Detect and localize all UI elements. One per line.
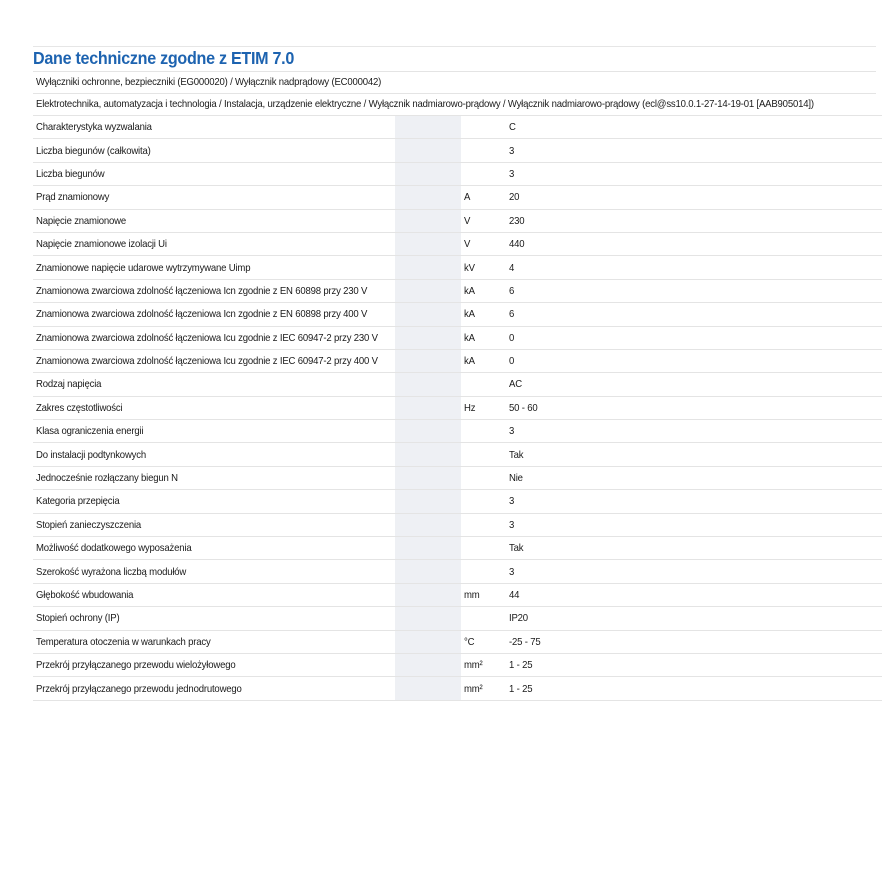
feature-row (33, 420, 882, 443)
feature-unit-cell (461, 396, 506, 419)
feature-value-cell (506, 513, 882, 536)
feature-name: Znamionowa zwarciowa zdolność łączeniowa Icn zgodnie z EN 60898 przy 400 V (36, 308, 368, 321)
feature-name: Jednocześnie rozłączany biegun N (36, 472, 178, 485)
feature-name: Kategoria przepięcia (36, 495, 120, 508)
feature-spacer-cell (395, 607, 461, 630)
feature-unit: V (464, 214, 471, 227)
feature-row (33, 607, 882, 630)
feature-value: 3 (509, 425, 515, 438)
feature-spacer-cell (395, 349, 461, 372)
feature-name-cell (33, 443, 395, 466)
feature-spacer-cell (395, 560, 461, 583)
feature-name: Znamionowa zwarciowa zdolność łączeniowa Icu zgodnie z IEC 60947-2 przy 400 V (36, 355, 378, 368)
feature-spacer-cell (395, 373, 461, 396)
feature-spacer-cell (395, 256, 461, 279)
feature-value: 4 (509, 261, 515, 274)
feature-name-cell (33, 653, 395, 676)
feature-unit-cell (461, 256, 506, 279)
feature-value-cell (506, 396, 882, 419)
feature-name-cell (33, 232, 395, 255)
feature-unit-cell (461, 513, 506, 536)
feature-value-cell (506, 630, 882, 653)
feature-name-cell (33, 630, 395, 653)
feature-unit-cell (461, 466, 506, 489)
eclass-path-row (33, 93, 876, 115)
feature-row (33, 116, 882, 139)
feature-value-cell (506, 349, 882, 372)
feature-value: 3 (509, 495, 515, 508)
feature-value: C (509, 121, 516, 134)
feature-unit-cell (461, 186, 506, 209)
feature-value: Tak (509, 448, 524, 461)
feature-name: Zakres częstotliwości (36, 401, 123, 414)
feature-row (33, 537, 882, 560)
feature-name: Znamionowa zwarciowa zdolność łączeniowa Icu zgodnie z IEC 60947-2 przy 230 V (36, 331, 378, 344)
feature-value-cell (506, 303, 882, 326)
feature-row (33, 349, 882, 372)
eclass-path-text: Elektrotechnika, automatyzacja i technologia / Instalacja, urządzenie elektryczne / Wyłącznik nadmiarowo-prądowy / Wyłącznik nadmiarowo-prądowy (ecl@ss10.0.1-27-14-19-01 [AAB905014]) (36, 98, 814, 110)
feature-name-cell (33, 560, 395, 583)
feature-value-cell (506, 256, 882, 279)
feature-unit-cell (461, 630, 506, 653)
feature-name: Przekrój przyłączanego przewodu wielożyłowego (36, 659, 236, 672)
feature-name: Stopień ochrony (IP) (36, 612, 120, 625)
feature-name: Klasa ograniczenia energii (36, 425, 144, 438)
feature-row (33, 186, 882, 209)
feature-name: Prąd znamionowy (36, 191, 110, 204)
feature-value-cell (506, 373, 882, 396)
feature-name-cell (33, 139, 395, 162)
feature-row (33, 490, 882, 513)
feature-unit-cell (461, 420, 506, 443)
feature-row (33, 677, 882, 700)
feature-spacer-cell (395, 303, 461, 326)
feature-name: Liczba biegunów (całkowita) (36, 144, 151, 157)
feature-value: AC (509, 378, 522, 391)
feature-row (33, 583, 882, 606)
feature-spacer-cell (395, 537, 461, 560)
feature-unit-cell (461, 232, 506, 255)
feature-value-cell (506, 232, 882, 255)
feature-name: Liczba biegunów (36, 167, 105, 180)
feature-name-cell (33, 490, 395, 513)
feature-name-cell (33, 607, 395, 630)
feature-name-cell (33, 466, 395, 489)
feature-row (33, 653, 882, 676)
feature-value: 3 (509, 518, 515, 531)
feature-name: Napięcie znamionowe (36, 214, 127, 227)
feature-name-cell (33, 162, 395, 185)
feature-name-cell (33, 256, 395, 279)
feature-name: Znamionowa zwarciowa zdolność łączeniowa Icn zgodnie z EN 60898 przy 230 V (36, 284, 368, 297)
feature-row (33, 630, 882, 653)
feature-unit-cell (461, 560, 506, 583)
feature-value: 20 (509, 191, 520, 204)
feature-value-cell (506, 279, 882, 302)
feature-name-cell (33, 537, 395, 560)
feature-unit: kA (464, 308, 475, 321)
feature-row (33, 466, 882, 489)
feature-value-cell (506, 443, 882, 466)
feature-name: Szerokość wyrażona liczbą modułów (36, 565, 187, 578)
feature-name: Do instalacji podtynkowych (36, 448, 146, 461)
feature-table (33, 115, 882, 701)
feature-unit-cell (461, 607, 506, 630)
feature-name: Stopień zanieczyszczenia (36, 518, 142, 531)
feature-unit-cell (461, 443, 506, 466)
feature-value: 1 - 25 (509, 682, 533, 695)
feature-name-cell (33, 116, 395, 139)
feature-unit-cell (461, 583, 506, 606)
feature-spacer-cell (395, 116, 461, 139)
feature-value-cell (506, 607, 882, 630)
feature-spacer-cell (395, 490, 461, 513)
feature-value: Nie (509, 472, 523, 485)
page-title: Dane techniczne zgodne z ETIM 7.0 (33, 48, 295, 68)
feature-value: 3 (509, 144, 515, 157)
feature-unit: V (464, 238, 471, 251)
feature-value: 6 (509, 308, 515, 321)
feature-row (33, 256, 882, 279)
feature-value: 230 (509, 214, 525, 227)
feature-spacer-cell (395, 232, 461, 255)
feature-unit-cell (461, 349, 506, 372)
feature-value-cell (506, 466, 882, 489)
feature-name: Znamionowe napięcie udarowe wytrzymywane Uimp (36, 261, 251, 274)
feature-name-cell (33, 677, 395, 700)
feature-row (33, 139, 882, 162)
feature-unit: kA (464, 284, 475, 297)
feature-value-cell (506, 139, 882, 162)
feature-row (33, 232, 882, 255)
feature-row (33, 209, 882, 232)
feature-value-cell (506, 116, 882, 139)
etim-class-text: Wyłączniki ochronne, bezpieczniki (EG000020) / Wyłącznik nadprądowy (EC000042) (36, 76, 382, 88)
feature-value-cell (506, 209, 882, 232)
feature-unit-cell (461, 303, 506, 326)
feature-name-cell (33, 349, 395, 372)
feature-unit: mm (464, 589, 480, 601)
feature-spacer-cell (395, 420, 461, 443)
feature-value: 3 (509, 167, 515, 180)
feature-name-cell (33, 303, 395, 326)
feature-value-cell (506, 490, 882, 513)
feature-unit: mm² (464, 659, 483, 672)
feature-unit: kV (464, 261, 475, 274)
feature-unit: Hz (464, 401, 476, 414)
feature-name: Napięcie znamionowe izolacji Ui (36, 238, 167, 251)
feature-row (33, 326, 882, 349)
feature-value: Tak (509, 542, 524, 555)
feature-spacer-cell (395, 653, 461, 676)
feature-value-cell (506, 583, 882, 606)
feature-spacer-cell (395, 630, 461, 653)
feature-value: 6 (509, 284, 515, 297)
feature-value: IP20 (509, 612, 528, 625)
feature-unit-cell (461, 116, 506, 139)
feature-name-cell (33, 326, 395, 349)
feature-value-cell (506, 162, 882, 185)
feature-name-cell (33, 513, 395, 536)
feature-unit: mm² (464, 682, 483, 695)
feature-unit: A (464, 191, 471, 204)
feature-value-cell (506, 537, 882, 560)
feature-unit-cell (461, 326, 506, 349)
feature-spacer-cell (395, 162, 461, 185)
feature-value-cell (506, 653, 882, 676)
feature-spacer-cell (395, 443, 461, 466)
feature-name-cell (33, 373, 395, 396)
feature-unit-cell (461, 373, 506, 396)
feature-row (33, 279, 882, 302)
feature-unit: kA (464, 331, 475, 344)
feature-value: 1 - 25 (509, 659, 533, 672)
feature-value: -25 - 75 (509, 635, 541, 648)
feature-row (33, 373, 882, 396)
etim-class-row (33, 71, 876, 93)
feature-spacer-cell (395, 513, 461, 536)
feature-spacer-cell (395, 466, 461, 489)
feature-value-cell (506, 677, 882, 700)
feature-value-cell (506, 186, 882, 209)
feature-name-cell (33, 279, 395, 302)
feature-unit-cell (461, 653, 506, 676)
feature-spacer-cell (395, 279, 461, 302)
feature-spacer-cell (395, 326, 461, 349)
feature-unit: kA (464, 355, 475, 368)
feature-row (33, 443, 882, 466)
feature-spacer-cell (395, 677, 461, 700)
feature-name: Przekrój przyłączanego przewodu jednodrutowego (36, 682, 242, 695)
feature-name: Głębokość wbudowania (36, 589, 134, 601)
feature-unit-cell (461, 490, 506, 513)
feature-row (33, 303, 882, 326)
top-divider (33, 46, 876, 47)
feature-name-cell (33, 583, 395, 606)
feature-unit-cell (461, 162, 506, 185)
etim-spec-block (33, 71, 876, 701)
feature-name: Rodzaj napięcia (36, 378, 102, 391)
feature-value: 440 (509, 238, 525, 251)
feature-value: 44 (509, 589, 520, 601)
feature-name-cell (33, 209, 395, 232)
feature-value-cell (506, 560, 882, 583)
feature-value-cell (506, 326, 882, 349)
feature-value: 50 - 60 (509, 401, 538, 414)
feature-spacer-cell (395, 396, 461, 419)
feature-row (33, 396, 882, 419)
feature-spacer-cell (395, 583, 461, 606)
feature-name: Temperatura otoczenia w warunkach pracy (36, 635, 211, 648)
feature-spacer-cell (395, 209, 461, 232)
feature-value-cell (506, 420, 882, 443)
feature-unit-cell (461, 537, 506, 560)
feature-unit-cell (461, 677, 506, 700)
feature-name: Możliwość dodatkowego wyposażenia (36, 542, 192, 555)
feature-spacer-cell (395, 186, 461, 209)
feature-unit-cell (461, 139, 506, 162)
feature-value: 0 (509, 331, 515, 344)
feature-row (33, 162, 882, 185)
feature-row (33, 513, 882, 536)
feature-value: 3 (509, 565, 515, 578)
feature-unit-cell (461, 209, 506, 232)
feature-name-cell (33, 186, 395, 209)
feature-table-body (33, 116, 882, 701)
feature-value: 0 (509, 355, 515, 368)
feature-unit: °C (464, 635, 475, 648)
feature-name-cell (33, 420, 395, 443)
feature-unit-cell (461, 279, 506, 302)
feature-name: Charakterystyka wyzwalania (36, 121, 152, 134)
feature-name-cell (33, 396, 395, 419)
feature-row (33, 560, 882, 583)
feature-spacer-cell (395, 139, 461, 162)
